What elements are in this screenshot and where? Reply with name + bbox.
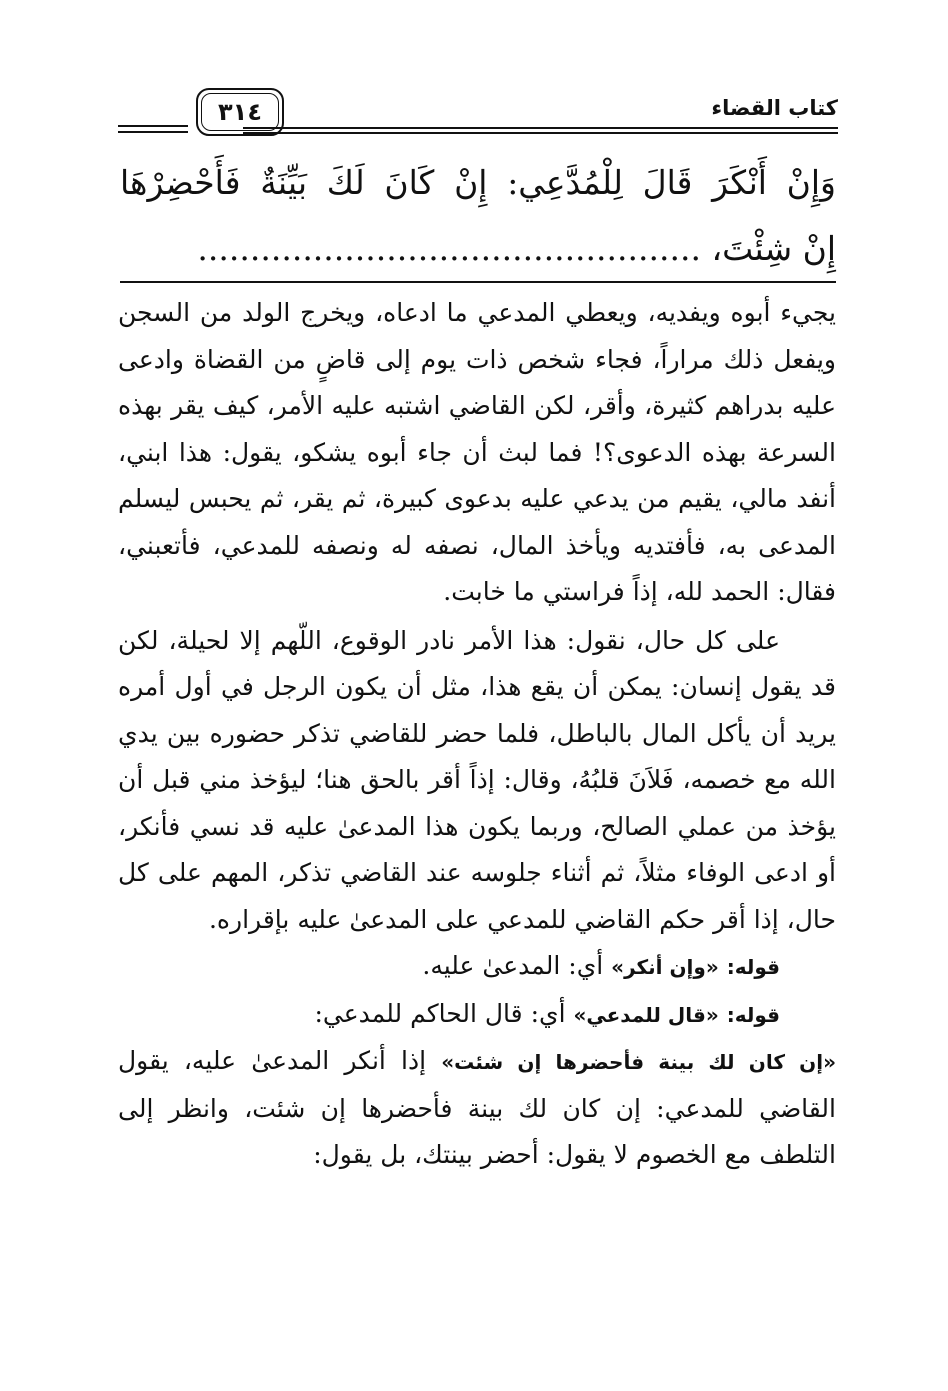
matn-dots: ................................................ [197, 229, 701, 268]
paragraph-3 [118, 943, 836, 991]
page-header [118, 86, 838, 146]
commentary [118, 290, 836, 1179]
paragraph-5 [118, 1038, 836, 1179]
paragraph-1: يجيء أبوه ويفديه، ويعطي المدعي ما ادعاه، ويخرج الولد من السجن ويفعل ذلك مراراً، فجاء شخص ذات يوم إلى قاضٍ من القضاة وادعى عليه بدراهم كثيرة، وأقر، لكن القاضي اشتبه عليه الأمر، كيف يقر بهذه السرعة بهذه الدعوى؟! فما لبث أن جاء أبوه يشكو، يقول: هذا ابني، أنفد مالي، يقيم من يدعي عليه بدعوى كبيرة، ثم يقر، ثم يحبس ليسلم المدعى به، فأفتديه ويأخذ المال، نصفه له ونصفه للمدعي، فأتعبني، فقال: الحمد لله، إذاً فراستي ما خابت. [118, 298, 836, 606]
matn-quote: «إن كان لك بينة فأحضرها إن شئت» [441, 1050, 837, 1074]
qawl-label: قوله: [726, 955, 780, 979]
matn-text [120, 150, 836, 282]
matn-quote: «قال للمدعي» [573, 1002, 719, 1027]
running-title: كتاب القضاء [711, 96, 838, 120]
header-rule [243, 127, 838, 129]
header-rule [243, 132, 838, 134]
matn-quote: «وإن أنكر» [611, 955, 719, 979]
header-rule [118, 131, 188, 133]
explanation: إذا أنكر المدعىٰ عليه، يقول القاضي للمدعي: إن كان لك بينة فأحضرها إن شئت، وانظر إلى التلطف مع الخصوم لا يقول: أحضر بينتك، بل يقول: [118, 1046, 836, 1169]
explanation: أي: المدعىٰ عليه. [422, 951, 604, 980]
qawl-label: قوله: [726, 1002, 780, 1027]
paragraph-4 [118, 991, 836, 1039]
matn-line-2-text: إِنْ شِئْتَ، [711, 229, 836, 268]
matn-line-1: وَإِنْ أَنْكَرَ قَالَ لِلْمُدَّعِي: إِنْ كَانَ لَكَ بَيِّنَةٌ فَأَحْضِرْهَا [120, 163, 836, 202]
header-rule [118, 125, 188, 127]
explanation: أي: قال الحاكم للمدعي: [314, 998, 566, 1028]
page-number-text: ٣١٤ [218, 98, 262, 126]
paragraph-2: على كل حال، نقول: هذا الأمر نادر الوقوع، اللّهم إلا لحيلة، لكن قد يقول إنسان: يمكن أن يقع هذا، مثل أن يكون الرجل في أول أمره يريد أن يأكل المال بالباطل، فلما حضر للقاضي تذكر حضوره بين يدي الله مع خصمه، فَلاَنَ قلبُهُ، وقال: إذاً أقر بالحق هنا؛ ليؤخذ مني قبل أن يؤخذ من عملي الصالح، وربما يكون هذا المدعىٰ عليه قد نسي فأنكر، أو ادعى الوفاء مثلاً، ثم أثناء جلوسه عند القاضي تذكر، المهم على كل حال، إذا أقر حكم القاضي للمدعي على المدعىٰ عليه بإقراره. [118, 625, 836, 934]
matn-line-2 [120, 216, 836, 282]
matn-separator [120, 281, 836, 283]
